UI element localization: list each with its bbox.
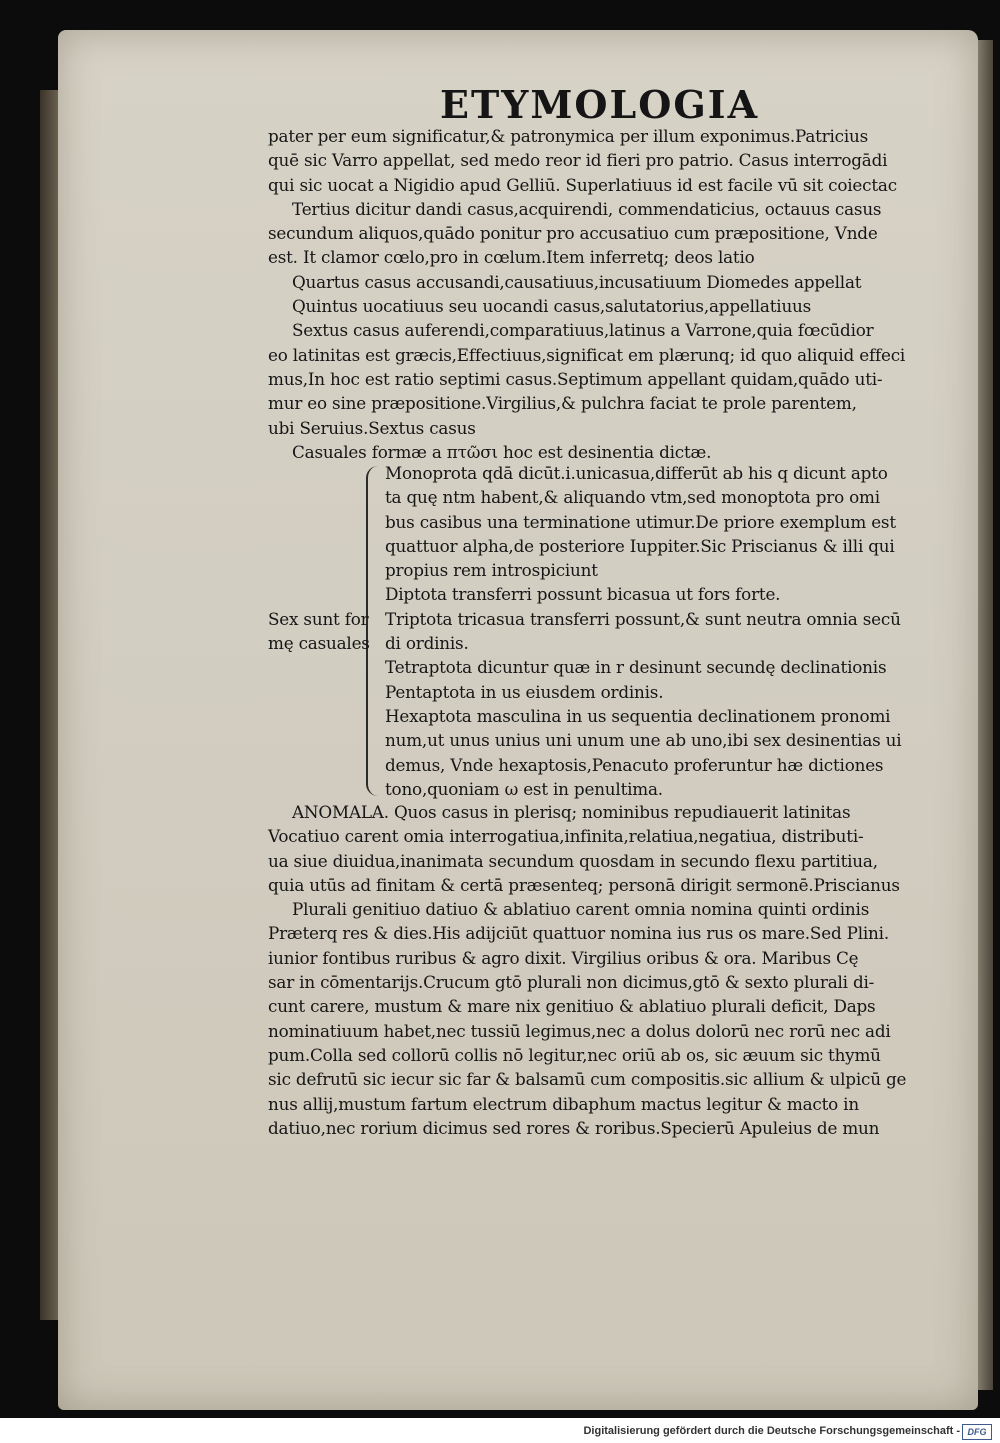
text-line: pum.Colla sed collorū collis nō legitur,nec oriū ab os, sic æuum sic thymū xyxy=(268,1044,881,1065)
brace-line: propius rem introspiciunt xyxy=(385,560,598,581)
text-line: Vocatiuo carent omia interrogatiua,infinita,relatiua,negatiua, distributi- xyxy=(268,826,864,847)
text-line: mur eo sine præpositione.Virgilius,& pulchra faciat te prole parentem, xyxy=(268,393,857,414)
text-line: Sextus casus auferendi,comparatiuus,latinus a Varrone,quia fœcūdior xyxy=(292,320,874,341)
text-line: eo latinitas est græcis,Effectiuus,significat em plærunq; id quo aliquid effeci xyxy=(268,344,906,365)
brace-text-block xyxy=(385,461,901,801)
text-line: Quartus casus accusandi,causatiuus,incusatiuum Diomedes appellat xyxy=(292,271,862,292)
text-line: nus allij,mustum fartum electrum dibaphum mactus legitur & macto in xyxy=(268,1093,859,1114)
side-label-line: mę casuales xyxy=(268,633,370,654)
text-line: ubi Seruius.Sextus casus xyxy=(268,417,476,438)
main-text-block xyxy=(268,124,905,464)
lower-text-block xyxy=(268,800,906,1140)
brace-line: demus, Vnde hexaptosis,Penacuto proferuntur hæ dictiones xyxy=(385,754,884,775)
text-line: Plurali genitiuo datiuo & ablatiuo carent omnia nomina quinti ordinis xyxy=(292,899,870,920)
text-line: Tertius dicitur dandi casus,acquirendi, commendaticius, octauus casus xyxy=(292,198,882,219)
side-label xyxy=(268,607,370,656)
text-line: ANOMALA. Quos casus in plerisq; nominibus repudiauerit latinitas xyxy=(292,802,851,822)
brace-line: tono,quoniam ω est in penultima. xyxy=(385,778,663,799)
book-edge-left xyxy=(40,90,60,1320)
brace-line: di ordinis. xyxy=(385,633,469,654)
brace-line: Diptota transferri possunt bicasua ut fors forte. xyxy=(385,584,781,605)
brace-line: num,ut unus unius uni unum une ab uno,ibi sex desinentias ui xyxy=(385,730,902,751)
text-line: secundum aliquos,quādo ponitur pro accusatiuo cum præpositione, Vnde xyxy=(268,223,878,244)
dfg-logo-icon: DFG xyxy=(962,1424,992,1440)
text-line: qui sic uocat a Nigidio apud Gelliū. Superlatiuus id est facile vū sit coiectac xyxy=(268,174,897,195)
text-line: Præterq res & dies.His adijciūt quattuor nomina ius rus os mare.Sed Plini. xyxy=(268,923,889,944)
page-heading: ETYMOLOGIA xyxy=(440,82,760,127)
text-line: mus,In hoc est ratio septimi casus.Septimum appellant quidam,quādo uti- xyxy=(268,368,883,389)
text-line: Casuales formæ a πτῶσι hoc est desinentia dictæ. xyxy=(292,441,712,462)
brace-line: Monoprota qdā dicūt.i.unicasua,differūt ab his q dicunt apto xyxy=(385,463,888,483)
text-line: est. It clamor cœlo,pro in cœlum.Item inferretq; deos latio xyxy=(268,247,755,268)
brace-line: ta quę ntm habent,& aliquando vtm,sed monoptota pro omi xyxy=(385,487,880,508)
text-line: ua siue diuidua,inanimata secundum quosdam in secundo flexu partitiua, xyxy=(268,850,878,871)
brace-line: Triptota tricasua transferri possunt,& sunt neutra omnia secū xyxy=(385,608,901,629)
text-line: Quintus uocatiuus seu uocandi casus,salutatorius,appellatiuus xyxy=(292,296,812,317)
text-line: sic defrutū sic iecur sic far & balsamū cum compositis.sic allium & ulpicū ge xyxy=(268,1069,907,1090)
text-line: iunior fontibus ruribus & agro dixit. Virgilius oribus & ora. Maribus Cę xyxy=(268,947,859,968)
brace-line: quattuor alpha,de posteriore Iuppiter.Sic Priscianus & illi qui xyxy=(385,535,895,556)
text-line: quē sic Varro appellat, sed medo reor id fieri pro patrio. Casus interrogādi xyxy=(268,150,888,171)
text-line: pater per eum significatur,& patronymica per illum exponimus.Patricius xyxy=(268,126,869,146)
footer-credit: Digitalisierung gefördert durch die Deutsche Forschungsgemeinschaft - xyxy=(583,1425,960,1437)
brace-line: Tetraptota dicuntur quæ in r desinunt secundę declinationis xyxy=(385,657,887,678)
brace-line: Hexaptota masculina in us sequentia declinationem pronomi xyxy=(385,705,891,726)
text-line: nominatiuum habet,nec tussiū legimus,nec a dolus dolorū nec rorū nec adi xyxy=(268,1020,891,1041)
brace-line: bus casibus una terminatione utimur.De priore exemplum est xyxy=(385,511,896,532)
side-label-line: Sex sunt for xyxy=(268,609,369,629)
text-line: datiuo,nec rorium dicimus sed rores & roribus.Specierū Apuleius de mun xyxy=(268,1117,880,1138)
text-line: sar in cōmentarijs.Crucum gtō plurali non dicimus,gtō & sexto plurali di- xyxy=(268,972,875,993)
text-line: quia utūs ad finitam & certā præsenteq; personā dirigit sermonē.Priscianus xyxy=(268,874,900,895)
brace-line: Pentaptota in us eiusdem ordinis. xyxy=(385,681,664,702)
text-line: cunt carere, mustum & mare nix genitiuo & ablatiuo plurali deficit, Daps xyxy=(268,996,876,1017)
